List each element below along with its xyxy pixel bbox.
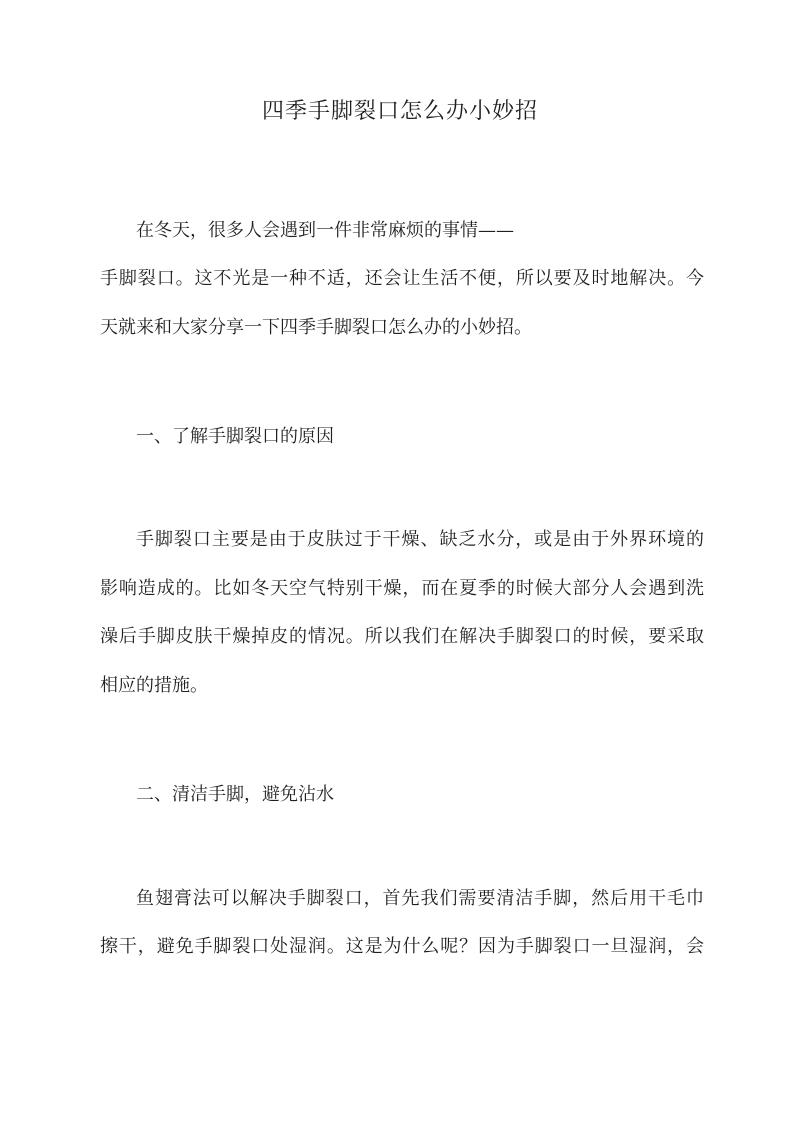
document-title: 四季手脚裂口怎么办小妙招 xyxy=(261,99,538,124)
intro-line-3: 天就来和大家分享一下四季手脚裂口怎么办的小妙招。 xyxy=(100,317,532,338)
section1-heading: 一、了解手脚裂口的原因 xyxy=(136,426,334,447)
intro-line-1: 在冬天，很多人会遇到一件非常麻烦的事情—— xyxy=(136,220,514,241)
section2-line-1: 鱼翅膏法可以解决手脚裂口，首先我们需要清洁手脚，然后用干毛巾 xyxy=(136,888,704,909)
section1-line-3: 澡后手脚皮肤干燥掉皮的情况。所以我们在解决手脚裂口的时候，要采取 xyxy=(100,626,704,647)
section1-line-1: 手脚裂口主要是由于皮肤过于干燥、缺乏水分，或是由于外界环境的 xyxy=(136,529,704,550)
intro-line-2: 手脚裂口。这不光是一种不适，还会让生活不便，所以要及时地解决。今 xyxy=(100,268,704,289)
section1-line-4: 相应的措施。 xyxy=(100,675,208,696)
section1-line-2: 影响造成的。比如冬天空气特别干燥，而在夏季的时候大部分人会遇到洗 xyxy=(100,578,704,599)
section2-line-2: 擦干，避免手脚裂口处湿润。这是为什么呢？因为手脚裂口一旦湿润，会 xyxy=(100,936,704,957)
section2-heading: 二、清洁手脚，避免沾水 xyxy=(136,784,334,805)
